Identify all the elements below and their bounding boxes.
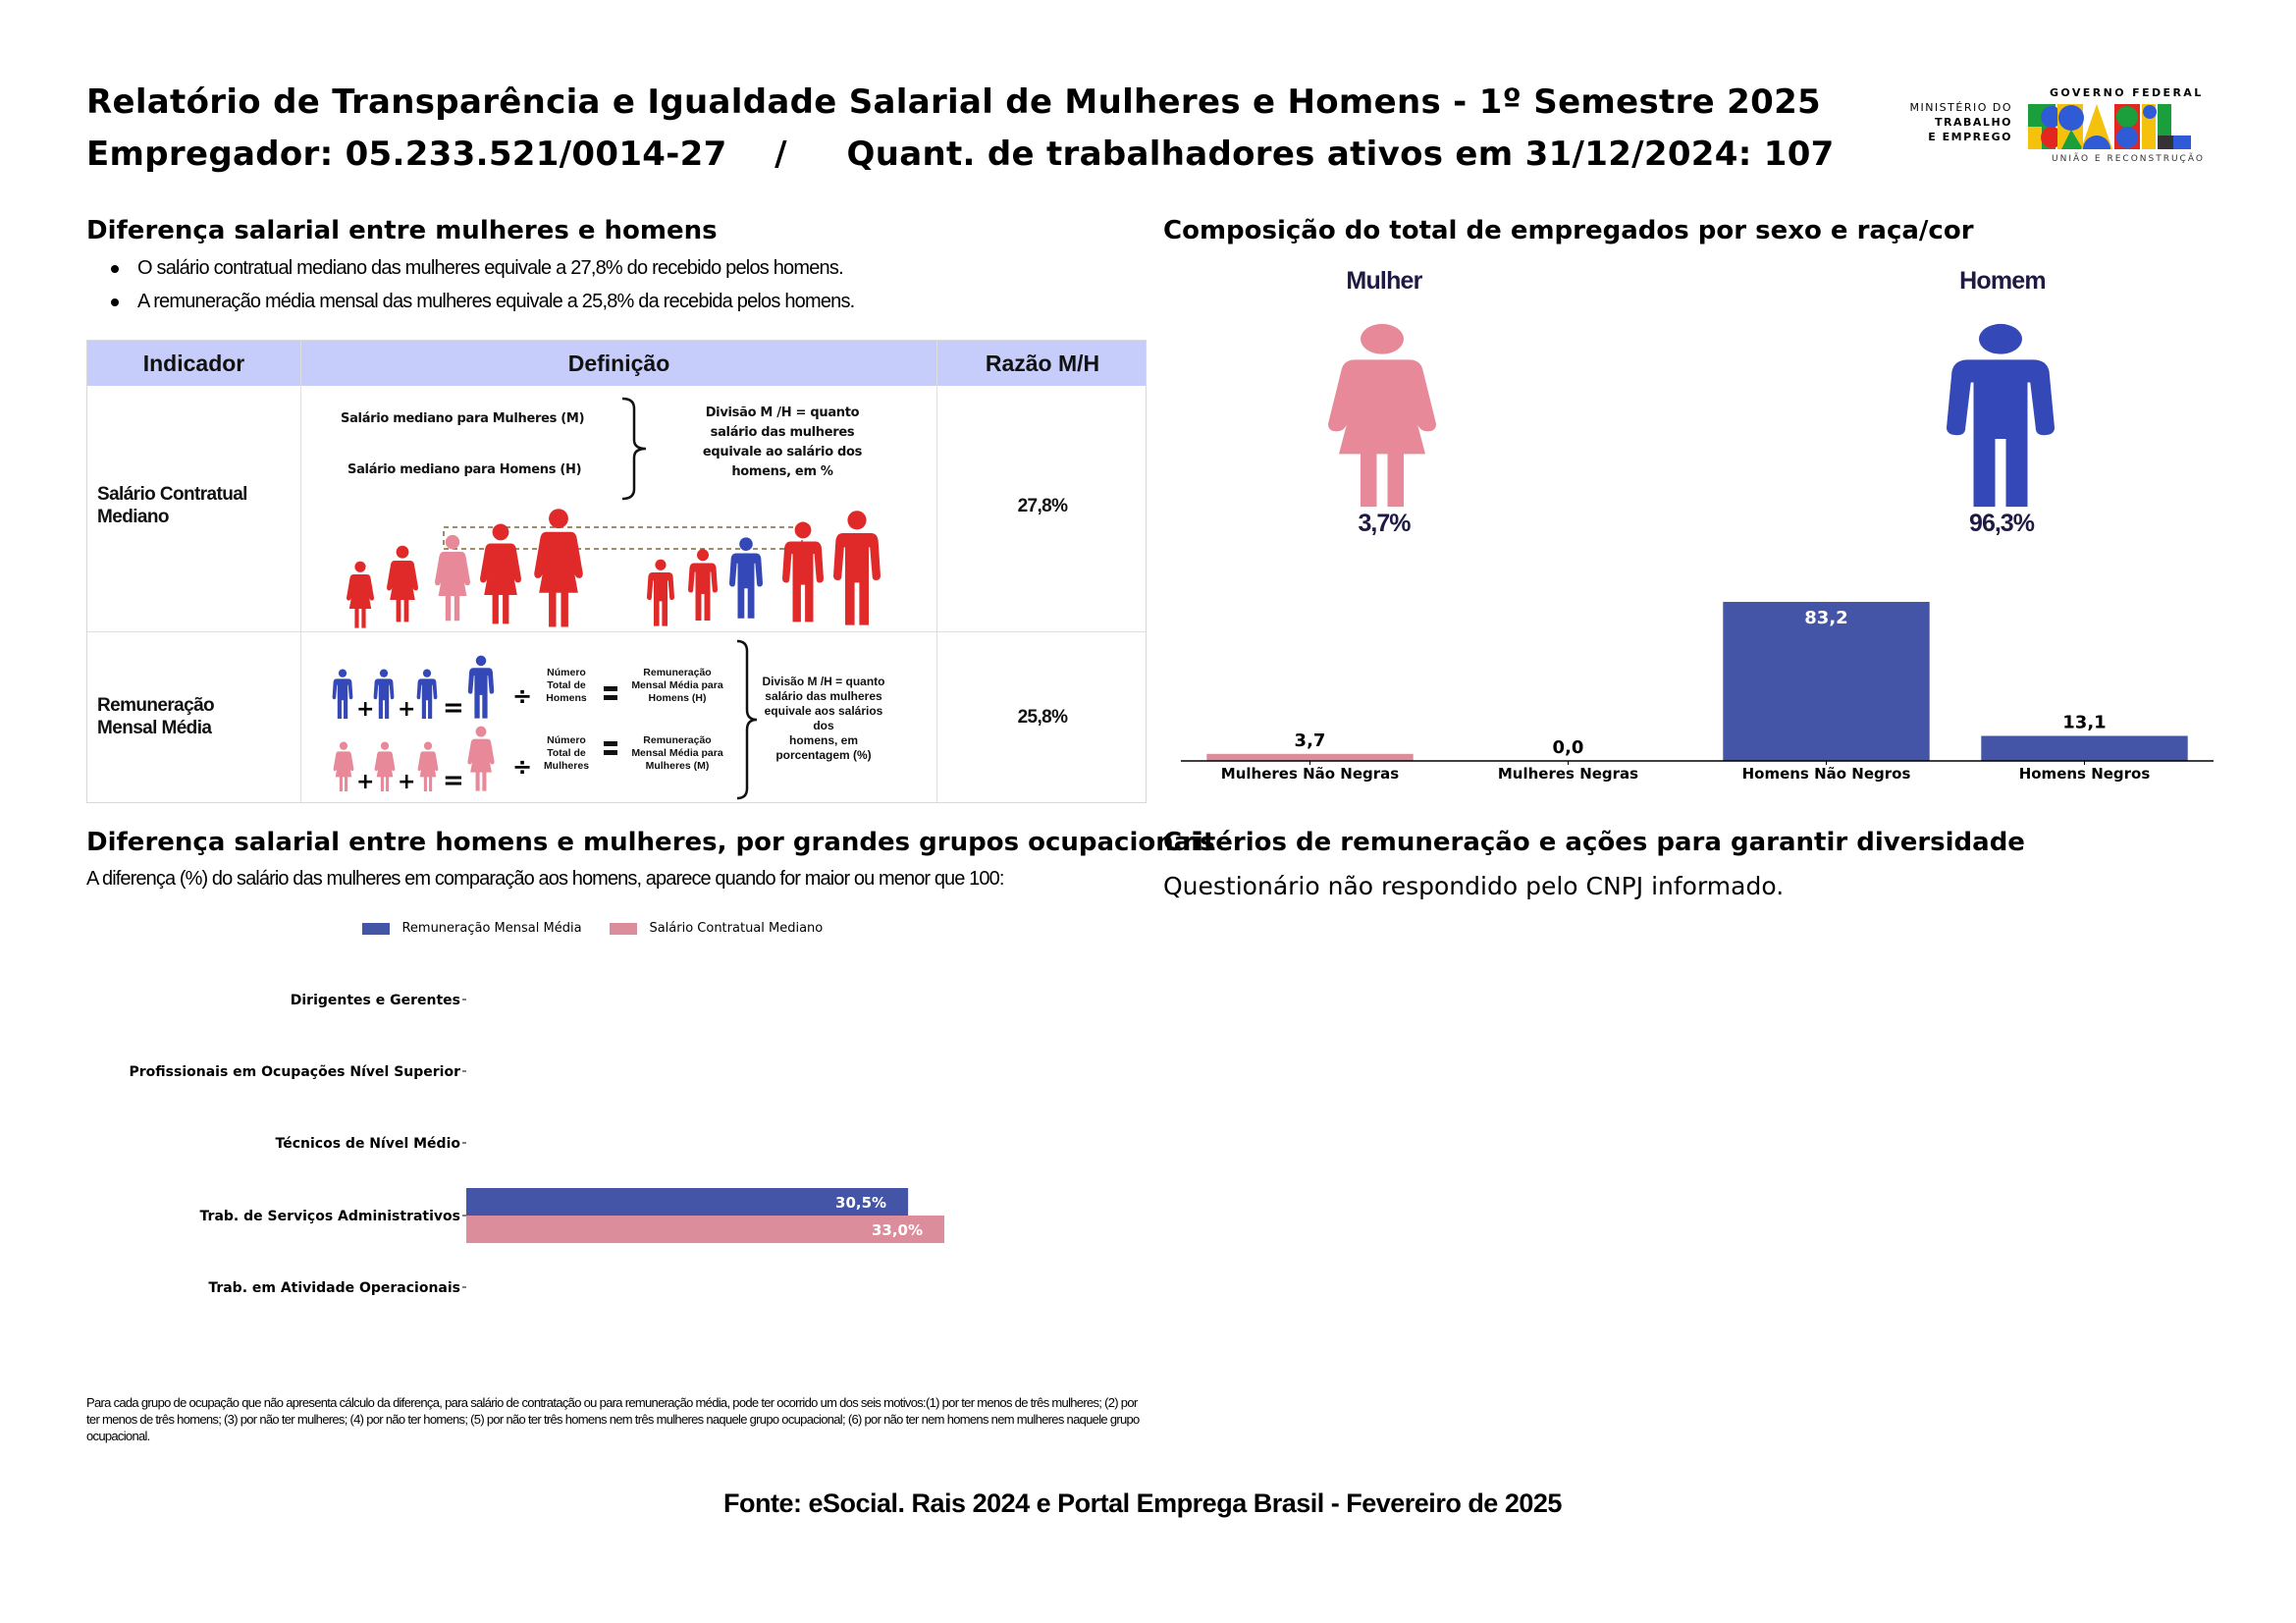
criteria-text: Questionário não respondido pelo CNPJ informado.	[1163, 872, 1785, 900]
def-line: equivale ao salário dos	[702, 445, 863, 460]
def-line: equivale aos salários	[764, 704, 883, 718]
category-label: Mulheres Não Negras	[1220, 765, 1400, 783]
men-label: Homem	[1959, 267, 2046, 295]
bar-value-label: 83,2	[1804, 608, 1848, 628]
composition-bar-chart	[1168, 589, 2228, 795]
def-line: Divisão M /H = quanto	[705, 406, 860, 420]
woman-icon	[418, 742, 439, 791]
def-division-text	[689, 404, 876, 482]
composition-heading: Composição do total de empregados por sexo e raça/cor	[1163, 216, 1974, 245]
woman-icon	[1328, 322, 1436, 511]
salary-diff-heading: Diferença salarial entre mulheres e homens	[86, 216, 718, 245]
man-icon	[468, 656, 494, 719]
woman-icon	[375, 742, 396, 791]
woman-icon	[334, 742, 354, 791]
def-line: Número	[547, 667, 586, 678]
bar-3	[1981, 735, 2187, 761]
indicator-label-line: Remuneração	[97, 695, 215, 716]
bar-value-label: 30,5%	[835, 1194, 887, 1212]
col-divider	[300, 341, 301, 802]
number-total-women	[533, 734, 600, 773]
median-people-illustration	[333, 508, 922, 629]
remuneration-men	[623, 667, 731, 705]
ministry-line-1: MINISTÉRIO DO	[1909, 101, 2012, 114]
woman-icon	[387, 546, 418, 622]
legend-label-remuneration: Remuneração Mensal Média	[401, 921, 582, 937]
legend-swatch-remuneration	[362, 923, 390, 935]
remuneration-women	[623, 734, 731, 773]
women-percent: 3,7%	[1358, 510, 1411, 537]
equals-signs	[602, 675, 621, 763]
indicator-label-line: Mensal Média	[97, 718, 212, 738]
def-line: salário das mulheres	[710, 425, 855, 440]
col-divider	[936, 341, 937, 802]
tagline: UNIÃO E RECONSTRUÇÃO	[2052, 154, 2205, 164]
def-line: Mensal Média para	[631, 679, 723, 691]
def-line: Mulheres (M)	[645, 760, 710, 772]
footnote: Para cada grupo de ocupação que não apresenta cálculo da diferença, para salário de contratação ou para remuneração média, pode ter ocorrido um dos seis motivos:(1) por ter menos de três mulheres; (2) por ter menos de três homens; (3) por não ter mulheres; (4) por não ter homens; (5) por não ter três homens nem três mulheres naquele grupo ocupacional; (6) por não ter nem homens nem mulheres naquele grupo ocupacional.	[86, 1395, 1140, 1443]
source-footer: Fonte: eSocial. Rais 2024 e Portal Emprega Brasil - Fevereiro de 2025	[723, 1488, 1562, 1518]
def-division-text	[755, 675, 892, 763]
bullet-dot	[111, 298, 119, 306]
svg-text:+: +	[398, 697, 416, 722]
ratio-value: 27,8%	[1017, 496, 1068, 516]
men-percent: 96,3%	[1969, 510, 2034, 537]
def-line: Total de	[547, 679, 586, 691]
occupation-label: Trab. de Serviços Administrativos	[199, 1209, 460, 1224]
brace-icon	[620, 397, 650, 501]
def-line: Remuneração	[643, 734, 712, 746]
ministry-line-2: TRABALHO	[1935, 116, 2012, 129]
occupation-label: Trab. em Atividade Operacionais	[208, 1280, 460, 1296]
row-divider	[87, 631, 1146, 632]
man-icon	[688, 549, 718, 621]
def-line: Número	[547, 734, 586, 746]
col-header-indicator: Indicador	[142, 351, 245, 376]
def-line: Homens	[546, 692, 587, 704]
bar-value-label: 33,0%	[871, 1221, 923, 1239]
number-total-men	[537, 667, 596, 705]
bullet-dot	[111, 265, 119, 273]
indicator-label	[97, 694, 214, 739]
occupation-label: Dirigentes e Gerentes	[290, 993, 460, 1008]
legend	[362, 920, 823, 938]
man-icon	[782, 522, 824, 622]
indicator-label	[97, 483, 247, 528]
indicator-label-line: Mediano	[97, 507, 169, 527]
def-women-median: Salário mediano para Mulheres (M)	[341, 411, 585, 426]
occupational-subtitle: A diferença (%) do salário das mulheres em comparação aos homens, aparece quando for maior ou menor que 100:	[86, 868, 1004, 890]
woman-icon	[435, 535, 470, 621]
man-icon	[333, 670, 353, 719]
bar-value-label: 0,0	[1552, 737, 1584, 758]
indicator-table	[86, 340, 1147, 803]
legend-swatch-salary	[610, 923, 637, 935]
indicator-label-line: Salário Contratual	[97, 484, 247, 505]
def-line: salário das mulheres	[765, 689, 882, 703]
def-line: homens, em %	[731, 464, 833, 479]
svg-text:+: +	[398, 770, 416, 794]
woman-icon	[467, 727, 494, 791]
svg-text:÷: ÷	[512, 753, 533, 781]
brasil-logo-icon	[2028, 104, 2205, 149]
ministry-line-3: E EMPREGO	[1928, 131, 2012, 143]
def-line: Mulheres	[543, 760, 590, 772]
svg-text:+: +	[356, 770, 375, 794]
svg-text:÷: ÷	[512, 682, 533, 710]
man-icon	[833, 511, 881, 624]
bullet-median-salary: O salário contratual mediano das mulheres equivale a 27,8% do recebido pelos homens.	[137, 257, 843, 279]
gov-federal-label: GOVERNO FEDERAL	[2050, 86, 2204, 99]
col-header-ratio: Razão M/H	[985, 351, 1100, 376]
def-line: Total de	[547, 747, 586, 759]
ratio-value: 25,8%	[1017, 707, 1068, 728]
category-label: Homens Negros	[2018, 765, 2151, 783]
svg-text:=: =	[443, 766, 464, 795]
woman-icon	[480, 524, 521, 624]
def-line: Divisão M /H = quanto	[762, 675, 885, 688]
man-icon	[1947, 322, 2055, 511]
criteria-heading: Critérios de remuneração e ações para garantir diversidade	[1163, 828, 2025, 857]
employer-line: Empregador: 05.233.521/0014-27 / Quant. de trabalhadores ativos em 31/12/2024: 107	[86, 135, 1835, 174]
legend-label-salary: Salário Contratual Mediano	[649, 921, 824, 937]
women-label: Mulher	[1346, 267, 1422, 295]
occupational-bar-chart	[98, 972, 1080, 1306]
man-icon	[374, 670, 395, 719]
def-line: Remuneração	[643, 667, 712, 678]
def-line: porcentagem (%)	[775, 748, 872, 762]
bar-0	[1206, 754, 1413, 761]
def-line: homens, em	[788, 733, 859, 747]
bullet-average-remuneration: A remuneração média mensal das mulheres equivale a 25,8% da recebida pelos homens.	[137, 291, 855, 312]
man-icon	[417, 670, 438, 719]
man-icon	[647, 560, 674, 626]
col-header-definition: Definição	[567, 351, 670, 376]
occupational-heading: Diferença salarial entre homens e mulheres, por grandes grupos ocupacionais	[86, 828, 1215, 857]
report-title: Relatório de Transparência e Igualdade Salarial de Mulheres e Homens - 1º Semestre 2025	[86, 82, 1822, 122]
def-line: dos	[813, 719, 834, 732]
occupation-label: Técnicos de Nível Médio	[275, 1136, 460, 1152]
category-label: Homens Não Negros	[1741, 765, 1911, 783]
svg-text:+: +	[356, 697, 375, 722]
woman-icon	[347, 562, 374, 628]
def-line: Homens (H)	[648, 692, 707, 704]
svg-text:=: =	[443, 693, 464, 723]
category-label: Mulheres Negras	[1497, 765, 1639, 783]
bar-value-label: 3,7	[1294, 730, 1326, 751]
bar-value-label: 13,1	[2062, 712, 2107, 733]
occupation-label: Profissionais em Ocupações Nível Superior	[129, 1064, 460, 1080]
ministry-logo-text	[1890, 100, 2012, 144]
def-line: Mensal Média para	[631, 747, 723, 759]
def-men-median: Salário mediano para Homens (H)	[347, 462, 582, 477]
